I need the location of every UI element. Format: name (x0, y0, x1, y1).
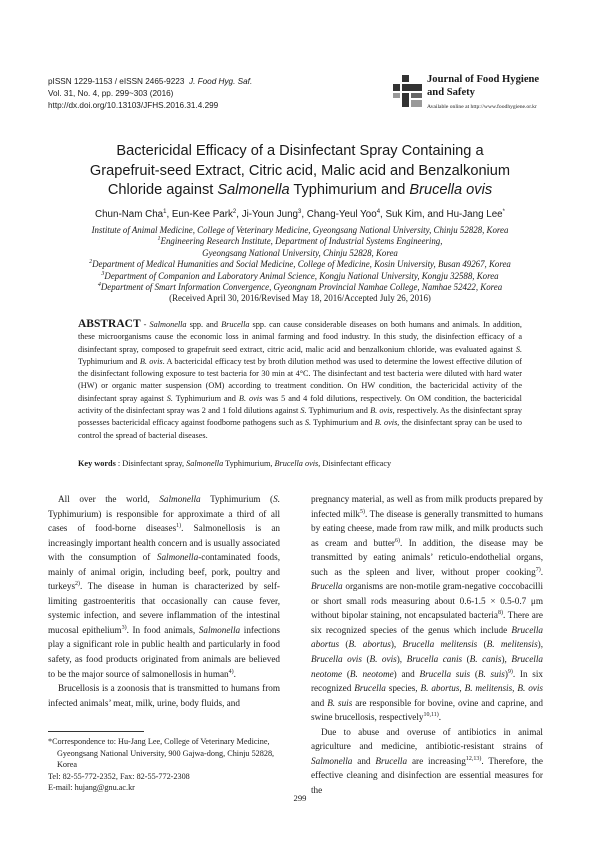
author-list: Chun-Nam Cha$^1$, Eun-Kee Park$^2$, Ji-Youn Jung$^3$, Chang-Yeul Yoo$^4$, Suk Kim, and Hu-Jang Lee* (95, 209, 505, 220)
keywords: Key words : Disinfectant spray, Salmonella Typhimurium, Brucella ovis, Disinfectant efficacy (78, 459, 392, 468)
affiliation-line: $^2$Department of Medical Humanities and Social Medicine, College of Medicine, Kosin University, Busan 49267, Korea (89, 259, 511, 270)
body-column-right (311, 492, 543, 797)
paper-title: Bactericidal Efficacy of a Disinfectant Spray Containing a Grapefruit-seed Extract, Citric acid, Malic acid and Benzalkonium Chloride against Salmonella Typhimurium and Brucella ovis (89, 143, 511, 198)
author-name: Hu-Jang Lee (446, 209, 503, 220)
doi-link[interactable]: http://dx.doi.org/10.13103/JFHS.2016.31.4.299 (48, 101, 219, 111)
affiliation-line: Institute of Animal Medicine, College of Veterinary Medicine, Gyeongsang National University, Chinju 52828, Korea (91, 225, 509, 235)
citation-ref[interactable]: 10,11) (423, 712, 439, 719)
affiliation-line: $^3$Department of Companion and Laboratory Animal Science, Kongju National University, Kongju 32588, Korea (101, 270, 499, 281)
keywords-label: Key words (78, 459, 116, 468)
citation-ref[interactable]: 5) (359, 508, 365, 515)
affiliation-line: $^1$Engineering Research Institute, Department of Industrial Systems Engineering, (157, 236, 443, 247)
journal-name: Journal of Food Hygiene and Safety (427, 74, 540, 98)
footnote-divider (48, 731, 144, 732)
publication-info (48, 76, 252, 113)
body-paragraph: All over the world, Salmonella Typhimurium (S. Typhimurium) is responsible for approximate a third of all cases of food-borne diseases$^{1)}$. Salmonellosis is an increasingly important health concern and is usually associated with the consumption of Salmonella-contaminated foods, mainly of animal origin, including beef, pork, poultry and turkeys$^{2)}$. The disease in human is characterized by self-limiting gastroenteritis that occasionally can cause fever, systemic infection, and severe inflammation of the intestinal mucosal epithelium$^{3)}$. In food animals, Salmonella infections play a significant role in public health and particularly in food safety, as food products originated from animals are believed to be the major source of salmonellosis in human$^{4)}$. (48, 494, 280, 679)
abstract: ABSTRACT - Salmonella spp. and Brucella spp. can cause considerable diseases on both humans and animals. In addition, these microorganisms cause the economic loss in animal farming and food industry. In this study, the disinfection efficacy of a disinfectant spray, composed to grapefruit seed extract, citric acid, malic acid and benzalkonium chloride, was evaluated against S. Typhimurium and B. ovis. A bactericidal efficacy test by broth dilution method was used to determine the lowest effective dilution of the disinfectant following exposure to test bacteria for 30 min at 4°C. The disinfectant and test bacteria were diluted with hard water (HW) or organic matter suspension (OM) according to treatment condition. On HW condition, the bactericidal activity of the disinfectant spray against S. Typhimurium and B. ovis was 5 and 4 fold dilutions, respectively. On OM condition, the bactericidal activity of the disinfectant spray was 2 and 1 fold dilutions against S. Typhimurium and B. ovis, respectively. As the disinfectant spray possesses bactericidal efficacy against foodborne pathogens such as S. Typhimurium and B. ovis, the disinfectant spray can be used to control the spread of bacterial diseases. (78, 318, 522, 440)
affiliations (48, 225, 552, 305)
citation-ref[interactable]: 2) (75, 581, 81, 588)
page-number: 299 (293, 793, 307, 803)
citation-ref[interactable]: 4) (228, 668, 234, 675)
author-affiliation-mark: 2 (232, 209, 237, 215)
author-name: Suk Kim (385, 209, 422, 220)
citation-ref[interactable]: 7) (535, 566, 541, 573)
author-name: Ji-Youn Jung (241, 209, 298, 220)
author-affiliation-mark: * (502, 209, 505, 215)
body-paragraph: pregnancy material, as well as from milk products prepared by infected milk$^{5)}$. The disease is generally transmitted to humans by eating cheese, made from raw milk, and milk products such as cream and butter$^{6)}$. In addition, the disease may be transmitted by eating animals’ reticulo-endothelial organs, such as the spleen and liver, without proper cooking$^{7)}$. Brucella organisms are non-motile gram-negative coccobacilli or short small rods measuring about 0.6-1.5 × 0.5-0.7 μm without bipolar staining, not encapsulated bacteria$^{8)}$. There are six recognized species of the genus which include Brucella abortus (B. abortus), Brucella melitensis (B. melitensis), Brucella ovis (B. ovis), Brucella canis (B. canis), Brucella neotome (B. neotome) and Brucella suis (B. suis)$^{9)}$. In six recognized Brucella species, B. abortus, B. melitensis, B. ovis and B. suis are responsible for bovine, ovine and caprine, and swine brucellosis, respectively$^{10,11)}$. (311, 494, 544, 723)
journal-abbrev: J. Food Hyg. Saf. (188, 77, 253, 86)
citation-ref[interactable]: 1) (176, 523, 182, 530)
citation-ref[interactable]: 3) (121, 624, 127, 631)
author-name: Chang-Yeul Yoo (306, 209, 377, 220)
author-affiliation-mark: 4 (376, 209, 381, 215)
citation-ref[interactable]: 9) (507, 668, 513, 675)
author-affiliation-mark: 3 (297, 209, 302, 215)
affiliation-line: Gyeongsang National University, Chinju 52828, Korea (202, 247, 398, 258)
citation-ref[interactable]: 8) (497, 610, 503, 617)
volume-line: Vol. 31, No. 4, pp. 299~303 (2016) (48, 89, 174, 99)
correspondence-footnote: *Correspondence to: Hu-Jang Lee, College of Veterinary Medicine, Gyeongsang National University, 900 Gajwa-dong, Chinju 52828, Korea Tel: 82-55-772-2352, Fax: 82-55-772-2308 E-mail: hujang@gnu.ac.kr (48, 736, 280, 794)
received-dates: (Received April 30, 2016/Revised May 18, 2016/Accepted July 26, 2016) (169, 293, 431, 304)
body-paragraph: Brucellosis is a zoonosis that is transmitted to humans from infected animals’ meat, milk, urine, body fluids, and (48, 683, 280, 708)
author-name: Chun-Nam Cha (95, 209, 164, 220)
abstract-heading: ABSTRACT (78, 318, 141, 330)
email-link[interactable]: E-mail: hujang@gnu.ac.kr (48, 783, 135, 793)
author-affiliation-mark: 1 (163, 209, 167, 215)
author-name: Eun-Kee Park (171, 209, 233, 220)
body-column-left (48, 492, 280, 710)
citation-ref[interactable]: 12,13) (465, 755, 482, 762)
body-paragraph: Due to abuse and overuse of antibiotics in animal agriculture and medicine, antibiotic-resistant strains of Salmonella and Brucella are increasing$^{12,13)}$. Therefore, the effective cleaning and disinfection are essential measures for the (311, 726, 543, 795)
affiliation-line: $^4$Department of Smart Information Convergence, Gyeongnam Provincial Namhae College, Namhae 52422, Korea (97, 282, 503, 293)
journal-url[interactable]: Available online at http://www.foodhygiene.or.kr (427, 104, 537, 110)
citation-ref[interactable]: 6) (395, 537, 400, 544)
issn-line: pISSN 1229-1153 / eISSN 2465-9223 J. Food Hyg. Saf. (48, 77, 253, 86)
journal-logo-icon (393, 75, 423, 107)
